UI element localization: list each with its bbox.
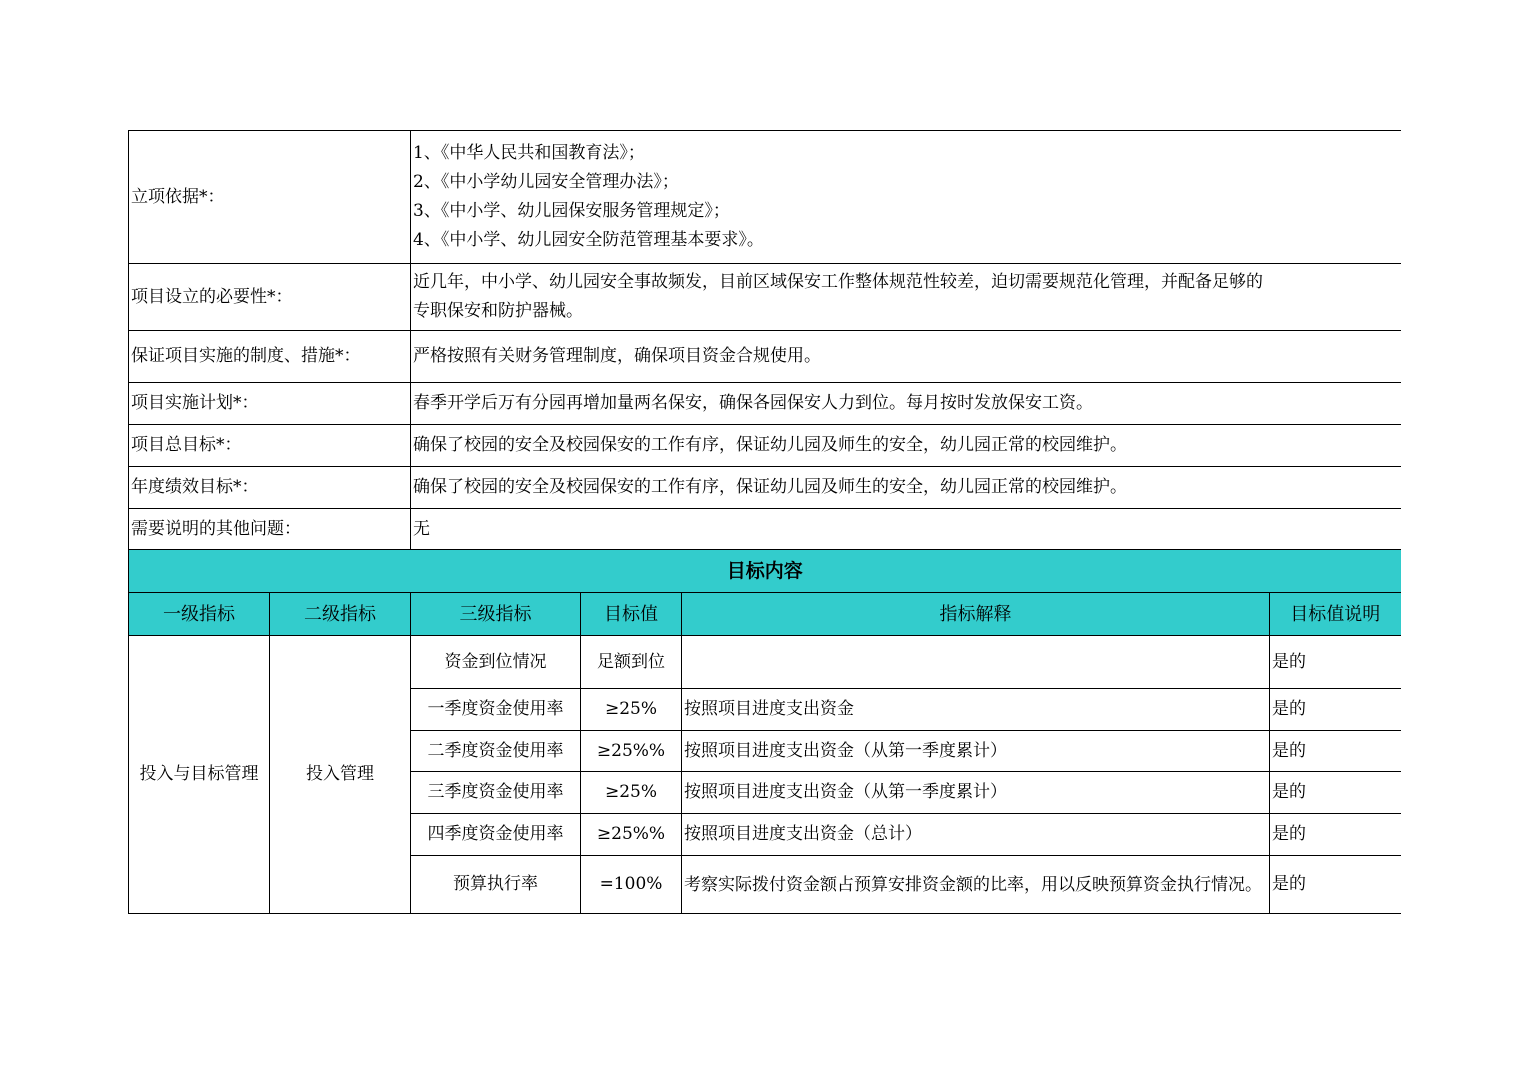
level1-indicator: 投入与目标管理 — [129, 636, 270, 914]
level2-indicator: 投入管理 — [270, 636, 411, 914]
info-label: 项目实施计划*： — [129, 383, 411, 425]
info-row-other-issues — [129, 509, 1401, 550]
level3-indicator: 二季度资金使用率 — [411, 731, 581, 772]
info-label: 项目设立的必要性*： — [129, 264, 411, 331]
col-header-level2: 二级指标 — [270, 593, 411, 636]
col-header-target-value: 目标值 — [581, 593, 682, 636]
basis-line: 2、《中小学幼儿园安全管理办法》； — [413, 172, 679, 192]
col-header-explanation: 指标解释 — [682, 593, 1270, 636]
other-issues-line: 无 — [413, 518, 430, 539]
info-label: 项目总目标*： — [129, 425, 411, 467]
necessity-line: 专职保安和防护器械。 — [413, 301, 583, 321]
info-value — [411, 425, 1401, 467]
col-header-value-note: 目标值说明 — [1270, 593, 1401, 636]
info-row-plan — [129, 383, 1401, 425]
indicator-explanation: 按照项目进度支出资金（从第一季度累计） — [682, 772, 1270, 814]
info-label: 保证项目实施的制度、措施*： — [129, 331, 411, 383]
target-value: 足额到位 — [581, 636, 682, 689]
value-note: 是的 — [1270, 772, 1401, 814]
level3-indicator: 资金到位情况 — [411, 636, 581, 689]
overall-goal-line: 确保了校园的安全及校园保安的工作有序，保证幼儿园及师生的安全，幼儿园正常的校园维护。 — [413, 435, 1127, 455]
value-note: 是的 — [1270, 856, 1401, 914]
info-label: 需要说明的其他问题： — [129, 509, 411, 550]
indicator-explanation — [682, 636, 1270, 689]
info-value — [411, 467, 1401, 509]
info-row-measures — [129, 331, 1401, 383]
indicator-explanation: 按照项目进度支出资金 — [682, 689, 1270, 731]
target-row — [129, 636, 1401, 689]
basis-line: 3、《中小学、幼儿园保安服务管理规定》； — [413, 201, 730, 221]
target-section-title: 目标内容 — [129, 550, 1401, 593]
info-value — [411, 331, 1401, 383]
target-section-header-row — [129, 550, 1401, 593]
value-note: 是的 — [1270, 689, 1401, 731]
basis-line: 1、《中华人民共和国教育法》； — [413, 143, 645, 163]
info-row-annual-goal — [129, 467, 1401, 509]
info-row-overall-goal — [129, 425, 1401, 467]
info-label: 立项依据*： — [129, 131, 411, 264]
col-header-level1: 一级指标 — [129, 593, 270, 636]
plan-line: 春季开学后万有分园再增加量两名保安，确保各园保安人力到位。每月按时发放保安工资。 — [413, 393, 1093, 413]
level3-indicator: 预算执行率 — [411, 856, 581, 914]
indicator-explanation: 按照项目进度支出资金（总计） — [682, 814, 1270, 856]
level3-indicator: 一季度资金使用率 — [411, 689, 581, 731]
info-row-basis — [129, 131, 1401, 264]
value-note: 是的 — [1270, 731, 1401, 772]
target-value: =100% — [581, 856, 682, 914]
indicator-explanation: 考察实际拨付资金额占预算安排资金额的比率，用以反映预算资金执行情况。 — [682, 856, 1270, 914]
value-note: 是的 — [1270, 636, 1401, 689]
info-value — [411, 131, 1401, 264]
basis-line: 4、《中小学、幼儿园安全防范管理基本要求》。 — [413, 230, 764, 250]
target-value: ≥25%% — [581, 814, 682, 856]
project-info-table — [128, 130, 1401, 914]
level3-indicator: 三季度资金使用率 — [411, 772, 581, 814]
measures-line: 严格按照有关财务管理制度，确保项目资金合规使用。 — [413, 346, 821, 366]
info-value — [411, 509, 1401, 550]
info-value — [411, 383, 1401, 425]
annual-goal-line: 确保了校园的安全及校园保安的工作有序，保证幼儿园及师生的安全，幼儿园正常的校园维护。 — [413, 477, 1127, 497]
info-row-necessity — [129, 264, 1401, 331]
level3-indicator: 四季度资金使用率 — [411, 814, 581, 856]
col-header-level3: 三级指标 — [411, 593, 581, 636]
performance-target-sheet — [128, 130, 1400, 914]
necessity-line: 近几年，中小学、幼儿园安全事故频发，目前区域保安工作整体规范性较差，迫切需要规范化管理，并配备足够的 — [413, 272, 1263, 292]
target-value: ≥25% — [581, 689, 682, 731]
info-label: 年度绩效目标*： — [129, 467, 411, 509]
value-note: 是的 — [1270, 814, 1401, 856]
target-value: ≥25% — [581, 772, 682, 814]
target-column-header-row — [129, 593, 1401, 636]
indicator-explanation: 按照项目进度支出资金（从第一季度累计） — [682, 731, 1270, 772]
info-value — [411, 264, 1401, 331]
target-value: ≥25%% — [581, 731, 682, 772]
